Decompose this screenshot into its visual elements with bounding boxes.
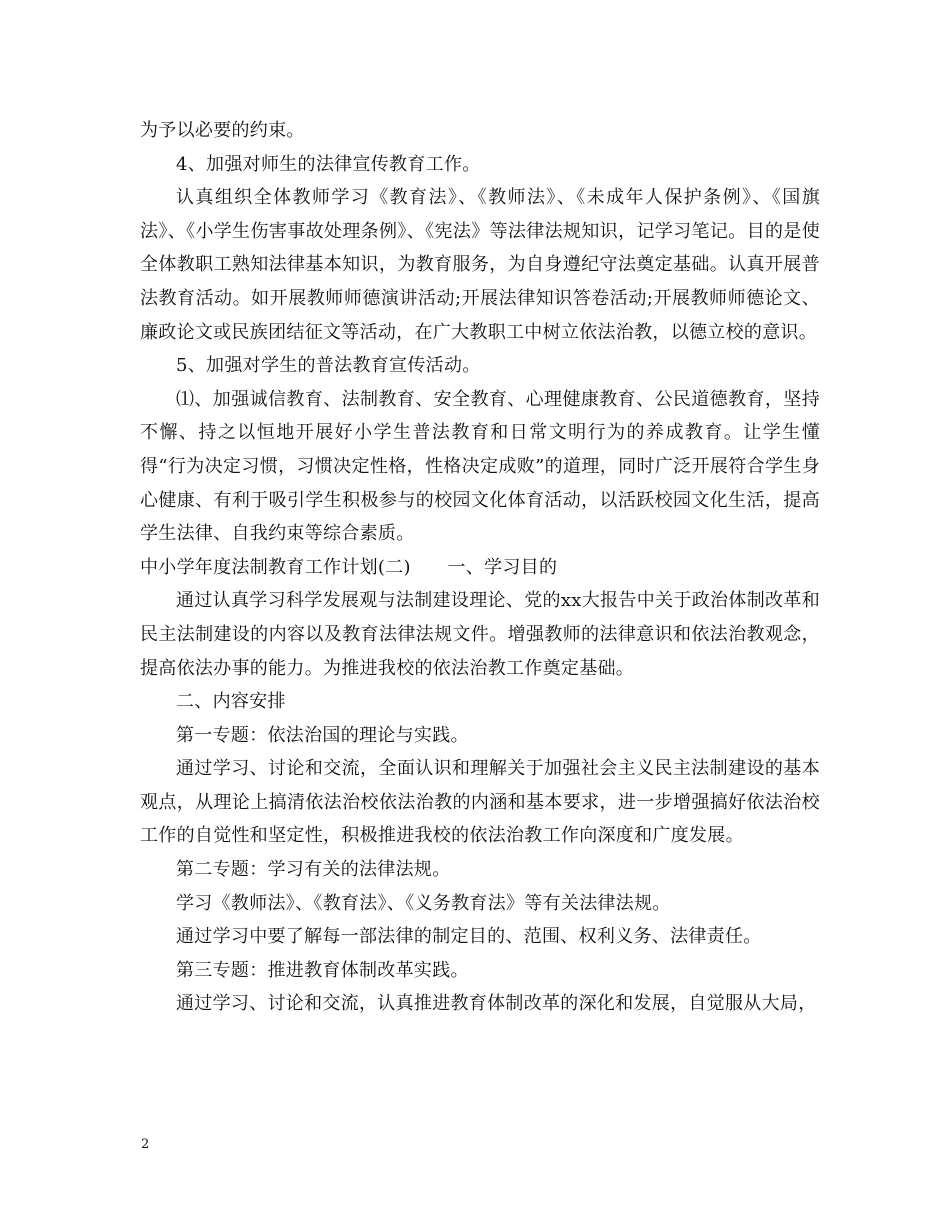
document-title: 中小学年度法制教育工作计划(二) 一、学习目的 — [140, 556, 558, 578]
section-heading: 5、加强对学生的普法教育宣传活动。 — [176, 355, 481, 377]
paragraph: 学习《教师法》、《教育法》、《义务教育法》等有关法律法规。 — [176, 892, 671, 914]
paragraph: 通过认真学习科学发展观与法制建设理论、党的xx大报告中关于政治体制改革和民主法制建设的内容以及教育法律法规文件。增强教师的法律意识和依法治教观念，提高依法办事的能力。为推进我校的依法治教工作奠定基础。 — [140, 590, 820, 679]
paragraph: 通过学习、讨论和交流，全面认识和理解关于加强社会主义民主法制建设的基本观点，从理论上搞清依法治校依法治教的内涵和基本要求，进一步增强搞好依法治校工作的自觉性和坚定性，积极推进我校的依法治教工作向深度和广度发展。 — [140, 758, 820, 847]
section-heading: 4、加强对师生的法律宣传教育工作。 — [176, 153, 481, 175]
body-text — [140, 114, 820, 1021]
topic-heading: 第一专题：依法治国的理论与实践。 — [176, 724, 469, 746]
topic-heading: 第三专题：推进教育体制改革实践。 — [176, 959, 469, 981]
paragraph: 为予以必要的约束。 — [140, 120, 305, 141]
paragraph: ⑴、加强诚信教育、法制教育、安全教育、心理健康教育、公民道德教育，坚持不懈、持之以恒地开展好小学生普法教育和日常文明行为的养成教育。让学生懂得“行为决定习惯，习惯决定性格，性格决定成败”的道理，同时广泛开展符合学生身心健康、有利于吸引学生积极参与的校园文化体育活动，以活跃校园文化生活，提高学生法律、自我约束等综合素质。 — [140, 388, 820, 545]
section-heading: 二、内容安排 — [176, 691, 286, 713]
page-number: 2 — [141, 1137, 150, 1152]
topic-heading: 第二专题：学习有关的法律法规。 — [176, 859, 451, 881]
paragraph: 通过学习中要了解每一部法律的制定目的、范围、权利义务、法律责任。 — [176, 926, 762, 948]
paragraph: 认真组织全体教师学习《教育法》、《教师法》、《未成年人保护条例》、《国旗法》、《小学生伤害事故处理条例》、《宪法》等法律法规知识，记学习笔记。目的是使全体教职工熟知法律基本知识，为教育服务，为自身遵纪守法奠定基础。认真开展普法教育活动。如开展教师师德演讲活动;开展法律知识答卷活动;开展教师师德论文、廉政论文或民族团结征文等活动，在广大教职工中树立依法治教，以德立校的意识。 — [140, 187, 820, 343]
paragraph: 通过学习、讨论和交流，认真推进教育体制改革的深化和发展，自觉服从大局， — [176, 993, 817, 1015]
